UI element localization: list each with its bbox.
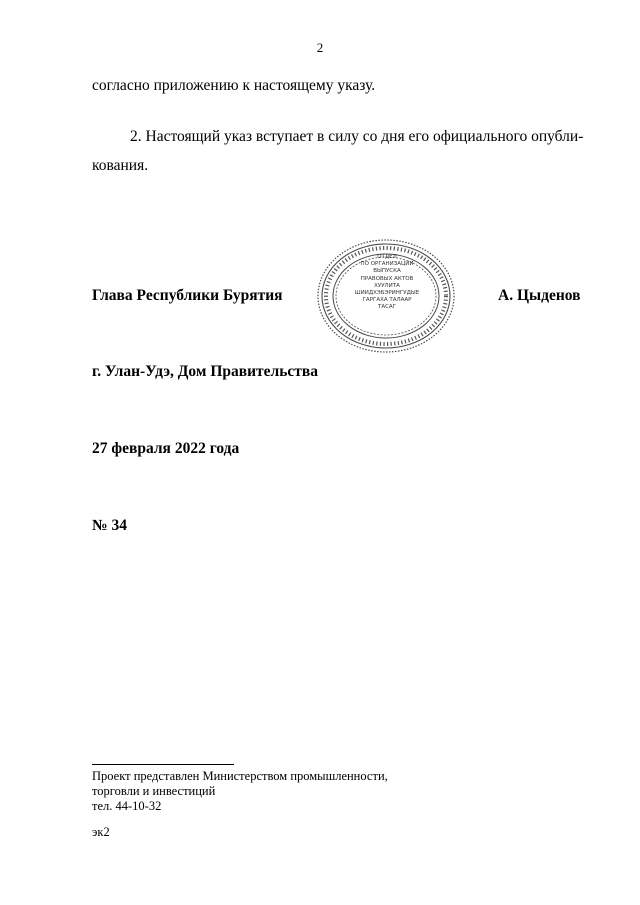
footnote-line-2: торговли и инвестиций — [92, 784, 216, 798]
seal-text-line: ПО ОРГАНИЗАЦИИ — [360, 261, 414, 268]
signature-position: Глава Республики Бурятия — [92, 287, 283, 304]
footnote-line-1: Проект представлен Министерством промышленности, — [92, 769, 388, 783]
body-line-3: кования. — [92, 157, 149, 174]
seal-text-line: ОТДЕЛ — [377, 254, 397, 260]
decree-number: № 34 — [92, 517, 127, 534]
footnote-rule — [92, 764, 234, 765]
date: 27 февраля 2022 года — [92, 440, 240, 457]
seal-text-line: ВЫПУСКА — [373, 268, 401, 275]
signature-name: А. Цыденов — [498, 287, 581, 304]
seal-text-line: ТАСАГ — [377, 304, 397, 311]
footnote-code: эк2 — [92, 825, 110, 839]
place: г. Улан-Удэ, Дом Правительства — [92, 363, 319, 380]
seal-text-line: ШИИДХЭБЭРИНГУДЫЕ — [354, 290, 420, 297]
seal-text-line: ГАРГАХА ТАЛААР — [362, 297, 412, 304]
body-line-2: 2. Настоящий указ вступает в силу со дня его официального опубли- — [130, 128, 584, 145]
seal-text-line: ХУУЛИТА — [374, 282, 400, 289]
seal-text-line: ПРАВОВЫХ АКТОВ — [360, 275, 414, 282]
body-line-1: согласно приложению к настоящему указу. — [92, 77, 376, 94]
seal-inner-text — [340, 254, 434, 312]
footnote-line-3: тел. 44-10-32 — [92, 799, 162, 813]
page-number: 2 — [316, 40, 324, 55]
